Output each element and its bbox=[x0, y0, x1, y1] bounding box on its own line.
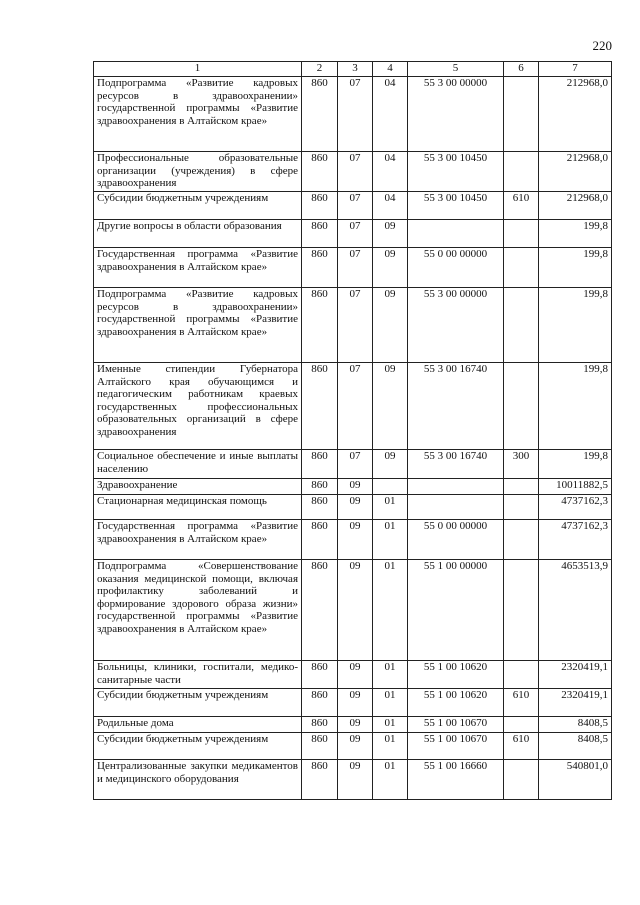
row-subsection: 01 bbox=[373, 560, 408, 661]
row-section: 07 bbox=[338, 248, 373, 288]
row-name: Субсидии бюджетным учреждениям bbox=[94, 733, 302, 760]
row-subsection: 01 bbox=[373, 689, 408, 717]
row-amount: 2320419,1 bbox=[539, 689, 612, 717]
row-section: 07 bbox=[338, 77, 373, 152]
row-target-article: 55 3 00 16740 bbox=[408, 363, 504, 450]
row-amount: 8408,5 bbox=[539, 717, 612, 733]
row-expense-type bbox=[504, 661, 539, 689]
header-col-3: 3 bbox=[338, 62, 373, 77]
row-expense-type bbox=[504, 363, 539, 450]
row-section: 09 bbox=[338, 689, 373, 717]
row-subsection: 09 bbox=[373, 450, 408, 479]
table-row bbox=[94, 689, 612, 717]
row-amount: 212968,0 bbox=[539, 77, 612, 152]
row-target-article: 55 1 00 10670 bbox=[408, 733, 504, 760]
row-target-article: 55 3 00 00000 bbox=[408, 288, 504, 363]
row-expense-type bbox=[504, 495, 539, 520]
row-ministry-code: 860 bbox=[302, 248, 338, 288]
row-ministry-code: 860 bbox=[302, 717, 338, 733]
row-name: Другие вопросы в области образования bbox=[94, 220, 302, 248]
table-row bbox=[94, 560, 612, 661]
row-ministry-code: 860 bbox=[302, 220, 338, 248]
row-amount: 199,8 bbox=[539, 220, 612, 248]
row-ministry-code: 860 bbox=[302, 520, 338, 560]
row-target-article: 55 1 00 10620 bbox=[408, 661, 504, 689]
row-section: 07 bbox=[338, 363, 373, 450]
row-name: Стационарная медицинская помощь bbox=[94, 495, 302, 520]
row-amount: 199,8 bbox=[539, 288, 612, 363]
header-col-1: 1 bbox=[94, 62, 302, 77]
row-ministry-code: 860 bbox=[302, 733, 338, 760]
row-section: 07 bbox=[338, 450, 373, 479]
row-target-article: 55 3 00 00000 bbox=[408, 77, 504, 152]
table-row bbox=[94, 288, 612, 363]
table-row bbox=[94, 248, 612, 288]
header-col-7: 7 bbox=[539, 62, 612, 77]
table-row bbox=[94, 661, 612, 689]
row-section: 07 bbox=[338, 152, 373, 192]
row-subsection: 01 bbox=[373, 520, 408, 560]
row-subsection: 09 bbox=[373, 220, 408, 248]
table-header-row bbox=[94, 62, 612, 77]
row-section: 07 bbox=[338, 288, 373, 363]
row-ministry-code: 860 bbox=[302, 661, 338, 689]
row-expense-type: 610 bbox=[504, 733, 539, 760]
row-ministry-code: 860 bbox=[302, 495, 338, 520]
row-amount: 2320419,1 bbox=[539, 661, 612, 689]
row-target-article: 55 0 00 00000 bbox=[408, 520, 504, 560]
row-ministry-code: 860 bbox=[302, 760, 338, 800]
row-subsection: 01 bbox=[373, 733, 408, 760]
row-target-article: 55 3 00 10450 bbox=[408, 192, 504, 220]
header-col-6: 6 bbox=[504, 62, 539, 77]
row-amount: 199,8 bbox=[539, 450, 612, 479]
row-section: 09 bbox=[338, 560, 373, 661]
row-target-article bbox=[408, 495, 504, 520]
row-section: 09 bbox=[338, 479, 373, 495]
row-name: Государственная программа «Развитие здравоохранения в Алтайском крае» bbox=[94, 248, 302, 288]
row-subsection: 01 bbox=[373, 661, 408, 689]
row-subsection: 09 bbox=[373, 288, 408, 363]
row-target-article: 55 0 00 00000 bbox=[408, 248, 504, 288]
row-expense-type: 610 bbox=[504, 689, 539, 717]
row-name: Больницы, клиники, госпитали, медико-санитарные части bbox=[94, 661, 302, 689]
row-name: Здравоохранение bbox=[94, 479, 302, 495]
row-name: Именные стипендии Губернатора Алтайского края обучающимся и педагогическим работникам краевых государственных профессиональных образовательных организаций в сфере здравоохранения bbox=[94, 363, 302, 450]
row-ministry-code: 860 bbox=[302, 152, 338, 192]
row-amount: 4653513,9 bbox=[539, 560, 612, 661]
table-row bbox=[94, 479, 612, 495]
row-section: 07 bbox=[338, 192, 373, 220]
table-row bbox=[94, 77, 612, 152]
row-name: Субсидии бюджетным учреждениям bbox=[94, 192, 302, 220]
table-row bbox=[94, 760, 612, 800]
header-col-4: 4 bbox=[373, 62, 408, 77]
row-expense-type bbox=[504, 152, 539, 192]
row-target-article: 55 3 00 16740 bbox=[408, 450, 504, 479]
row-name: Подпрограмма «Развитие кадровых ресурсов в здравоохранении» государственной программы «Развитие здравоохранения в Алтайском крае» bbox=[94, 77, 302, 152]
budget-table bbox=[93, 61, 612, 800]
row-expense-type bbox=[504, 717, 539, 733]
row-section: 09 bbox=[338, 661, 373, 689]
row-amount: 8408,5 bbox=[539, 733, 612, 760]
row-section: 09 bbox=[338, 717, 373, 733]
row-name: Подпрограмма «Совершенствование оказания медицинской помощи, включая профилактику заболеваний и формирование здорового образа жизни» государственной программы «Развитие здравоохранения в Алтайском крае» bbox=[94, 560, 302, 661]
row-subsection: 04 bbox=[373, 192, 408, 220]
row-ministry-code: 860 bbox=[302, 450, 338, 479]
row-expense-type: 610 bbox=[504, 192, 539, 220]
row-subsection: 01 bbox=[373, 760, 408, 800]
row-expense-type bbox=[504, 220, 539, 248]
table-row bbox=[94, 220, 612, 248]
row-expense-type bbox=[504, 560, 539, 661]
table-row bbox=[94, 717, 612, 733]
table-row bbox=[94, 733, 612, 760]
row-name: Родильные дома bbox=[94, 717, 302, 733]
row-amount: 212968,0 bbox=[539, 192, 612, 220]
row-expense-type bbox=[504, 248, 539, 288]
row-section: 07 bbox=[338, 220, 373, 248]
row-amount: 199,8 bbox=[539, 248, 612, 288]
row-ministry-code: 860 bbox=[302, 560, 338, 661]
row-ministry-code: 860 bbox=[302, 288, 338, 363]
table-row bbox=[94, 450, 612, 479]
row-subsection bbox=[373, 479, 408, 495]
row-section: 09 bbox=[338, 733, 373, 760]
row-subsection: 09 bbox=[373, 248, 408, 288]
row-amount: 540801,0 bbox=[539, 760, 612, 800]
row-amount: 212968,0 bbox=[539, 152, 612, 192]
row-ministry-code: 860 bbox=[302, 689, 338, 717]
row-target-article: 55 1 00 10620 bbox=[408, 689, 504, 717]
row-subsection: 04 bbox=[373, 77, 408, 152]
row-amount: 10011882,5 bbox=[539, 479, 612, 495]
row-subsection: 01 bbox=[373, 717, 408, 733]
row-name: Государственная программа «Развитие здравоохранения в Алтайском крае» bbox=[94, 520, 302, 560]
row-section: 09 bbox=[338, 760, 373, 800]
row-expense-type bbox=[504, 288, 539, 363]
row-target-article: 55 1 00 16660 bbox=[408, 760, 504, 800]
row-target-article bbox=[408, 220, 504, 248]
table-row bbox=[94, 363, 612, 450]
row-target-article: 55 1 00 00000 bbox=[408, 560, 504, 661]
row-ministry-code: 860 bbox=[302, 192, 338, 220]
row-ministry-code: 860 bbox=[302, 363, 338, 450]
row-expense-type: 300 bbox=[504, 450, 539, 479]
row-subsection: 01 bbox=[373, 495, 408, 520]
row-expense-type bbox=[504, 520, 539, 560]
table-row bbox=[94, 152, 612, 192]
row-name: Подпрограмма «Развитие кадровых ресурсов в здравоохранении» государственной программы «Развитие здравоохранения в Алтайском крае» bbox=[94, 288, 302, 363]
row-ministry-code: 860 bbox=[302, 77, 338, 152]
row-name: Централизованные закупки медикаментов и медицинского оборудования bbox=[94, 760, 302, 800]
row-target-article: 55 1 00 10670 bbox=[408, 717, 504, 733]
header-col-2: 2 bbox=[302, 62, 338, 77]
row-name: Профессиональные образовательные организации (учреждения) в сфере здравоохранения bbox=[94, 152, 302, 192]
row-name: Субсидии бюджетным учреждениям bbox=[94, 689, 302, 717]
row-subsection: 09 bbox=[373, 363, 408, 450]
row-amount: 199,8 bbox=[539, 363, 612, 450]
row-amount: 4737162,3 bbox=[539, 520, 612, 560]
table-row bbox=[94, 520, 612, 560]
row-target-article: 55 3 00 10450 bbox=[408, 152, 504, 192]
row-target-article bbox=[408, 479, 504, 495]
row-section: 09 bbox=[338, 520, 373, 560]
row-name: Социальное обеспечение и иные выплаты населению bbox=[94, 450, 302, 479]
table-row bbox=[94, 495, 612, 520]
page-number: 220 bbox=[592, 38, 612, 53]
row-expense-type bbox=[504, 77, 539, 152]
row-expense-type bbox=[504, 479, 539, 495]
row-expense-type bbox=[504, 760, 539, 800]
row-ministry-code: 860 bbox=[302, 479, 338, 495]
row-subsection: 04 bbox=[373, 152, 408, 192]
row-amount: 4737162,3 bbox=[539, 495, 612, 520]
header-col-5: 5 bbox=[408, 62, 504, 77]
table-row bbox=[94, 192, 612, 220]
row-section: 09 bbox=[338, 495, 373, 520]
